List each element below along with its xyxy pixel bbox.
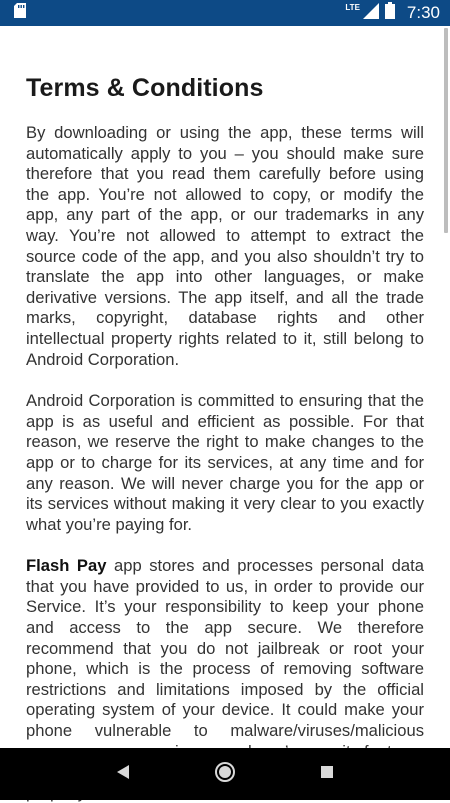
battery-icon [385,2,395,24]
home-icon [214,761,236,788]
scrollbar-thumb[interactable] [444,28,448,233]
terms-paragraph-3-text: app stores and processes personal data that you have provided to us, in order to provide our Service. It’s your responsibility to keep your phone and access to the app secure. We therefore recommend that you do not jailbreak or root your phone, which is the process of removing software restrictions and limitations imposed by the official operating system of your device. It could make your phone vulnerable to malware/viruses/malicious [26,556,424,741]
signal-icon [363,3,379,24]
status-bar-left [14,3,26,23]
app-name-bold: Flash Pay [26,556,107,576]
network-type-label: LTE [345,2,360,12]
page-title: Terms & Conditions [26,74,264,102]
home-button[interactable] [205,754,245,794]
recents-button[interactable] [307,754,347,794]
back-button[interactable] [103,754,143,794]
navigation-bar [0,748,450,800]
terms-paragraph-2: Android Corporation is committed to ensuring that the app is as useful and efficient as possible. For that reason, we reserve the right to make changes to the app or to charge for its services, at any time and for any reason. We will never charge you for the app or its services without making it very clear to you exactly what you’re paying for. [26,391,424,534]
status-bar-right [345,2,440,24]
status-time: 7:30 [406,3,440,22]
sd-card-icon [14,3,26,23]
terms-content[interactable] [0,26,450,748]
back-icon [116,764,130,785]
terms-paragraph-1: By downloading or using the app, these terms will automatically apply to you – you should make sure therefore that you read them carefully before using the app. You’re not allowed to copy, or modify the app, any part of the app, or our trademarks in any way. You’re not allowed to attempt to extract the source code of the app, and you also shouldn’t try to translate the app into other languages, or make derivative versions. The app itself, and all the trade marks, copyright, database rights and other intellectual property rights related to it, still belong to Android Corporation. [26,123,424,369]
recents-icon [320,765,334,784]
status-bar [0,0,450,26]
